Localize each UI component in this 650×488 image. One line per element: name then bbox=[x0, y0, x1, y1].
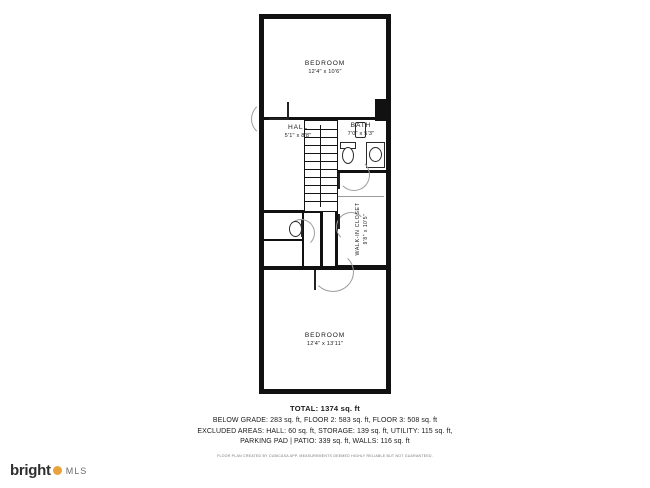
brand-dot-icon bbox=[53, 466, 62, 475]
exterior-wall-right bbox=[386, 14, 391, 394]
room-name: BATH bbox=[350, 122, 372, 129]
room-name: HALL bbox=[287, 124, 309, 131]
sink-icon bbox=[366, 142, 383, 166]
door-swing-icon bbox=[338, 214, 354, 230]
room-label-bedroom-2 bbox=[275, 332, 375, 348]
room-dims: 12'4" x 13'11" bbox=[306, 340, 344, 347]
disclaimer: FLOOR PLAN CREATED BY CUBICASA APP. MEASUREMENTS DEEMED HIGHLY RELIABLE BUT NOT GUARANTEED. bbox=[217, 453, 433, 458]
area-summary bbox=[0, 404, 650, 458]
room-label-hall bbox=[263, 124, 333, 140]
brightmls-logo bbox=[10, 462, 87, 479]
area-line-3: PARKING PAD | PATIO: 339 sq. ft, WALLS: 116 sq. ft bbox=[240, 438, 410, 445]
door-swing-icon bbox=[314, 270, 336, 290]
exterior-wall-jog-spur bbox=[375, 99, 379, 103]
area-line-2: EXCLUDED AREAS: HALL: 60 sq. ft, STORAGE: 139 sq. ft, UTILITY: 115 sq. ft, bbox=[197, 427, 453, 435]
room-dims: 12'4" x 10'6" bbox=[308, 68, 342, 75]
floor-plan-drawing bbox=[259, 14, 391, 394]
room-label-bath bbox=[338, 122, 384, 138]
room-dims-walk-in-closet bbox=[363, 186, 369, 272]
room-dims: 5'1" x 8'8" bbox=[284, 132, 312, 139]
room-dims: 9'8" x 10'5" bbox=[363, 213, 369, 245]
room-name: BEDROOM bbox=[304, 60, 346, 67]
exterior-wall-top bbox=[259, 14, 391, 19]
door-swing-icon bbox=[289, 219, 303, 237]
room-dims: 7'0" x 5'3" bbox=[347, 130, 375, 137]
door-swing-icon bbox=[269, 102, 289, 120]
brand-name-primary: bright bbox=[10, 462, 51, 479]
brand-name-secondary: MLS bbox=[65, 465, 88, 476]
closet-shelf bbox=[338, 196, 384, 197]
door-swing-icon bbox=[338, 173, 356, 189]
room-label-walk-in-closet bbox=[355, 186, 361, 272]
room-name: BEDROOM bbox=[304, 332, 346, 339]
exterior-wall-left bbox=[259, 14, 264, 394]
area-line-1: BELOW GRADE: 283 sq. ft, FLOOR 2: 583 sq. ft, FLOOR 3: 508 sq. ft bbox=[212, 417, 438, 424]
room-label-bedroom-1 bbox=[275, 60, 375, 76]
exterior-wall-bottom bbox=[259, 389, 391, 394]
room-name: WALK-IN CLOSET bbox=[355, 202, 361, 256]
total-area: TOTAL: 1374 sq. ft bbox=[290, 404, 360, 413]
